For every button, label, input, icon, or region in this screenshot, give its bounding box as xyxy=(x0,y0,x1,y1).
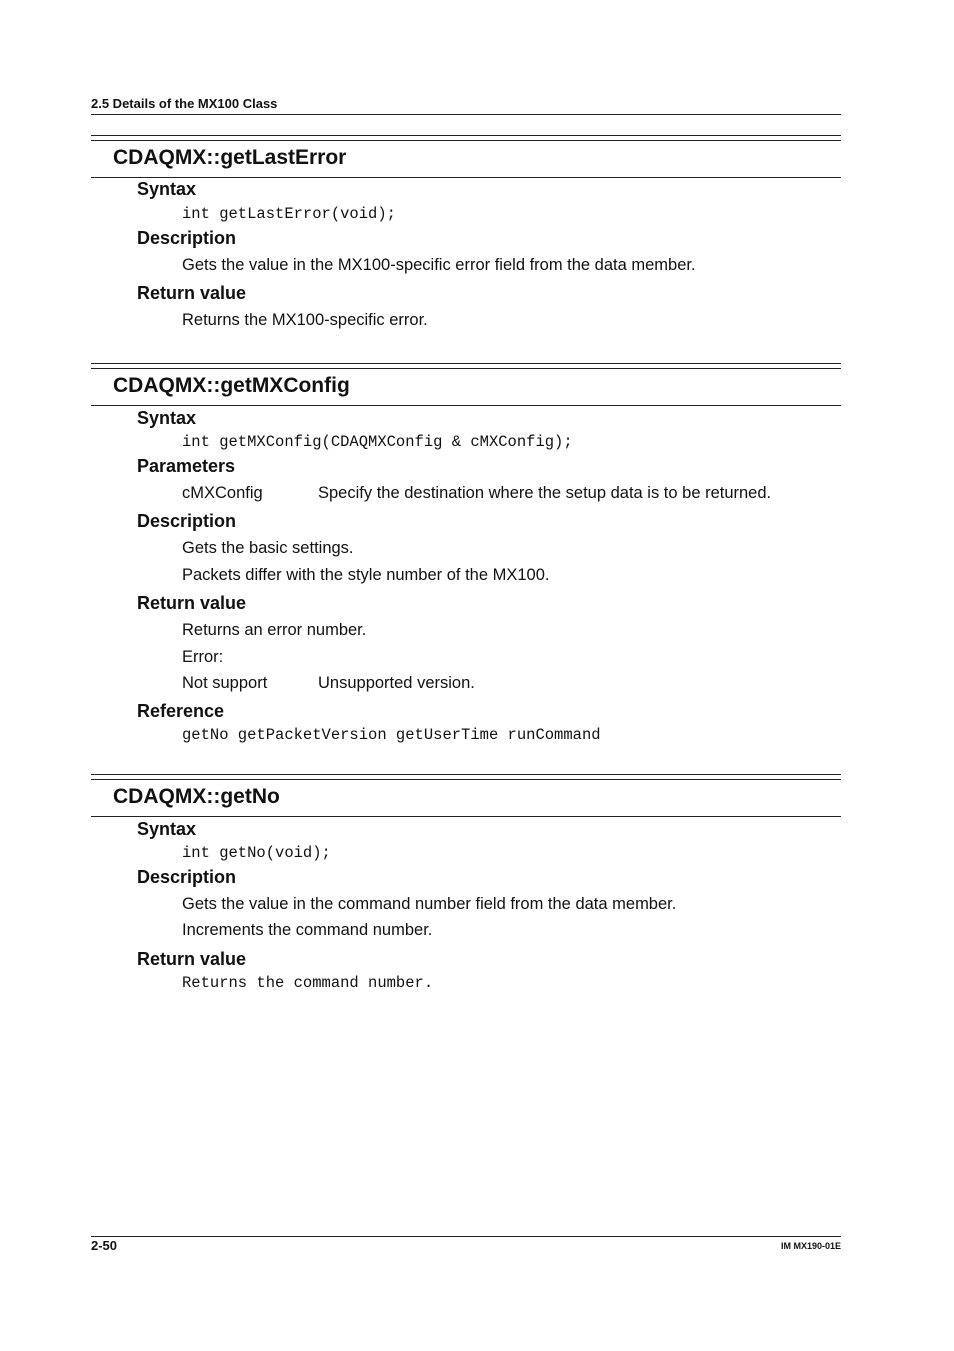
running-head: 2.5 Details of the MX100 Class xyxy=(91,96,278,111)
syntax-heading: Syntax xyxy=(137,179,197,199)
section-title: CDAQMX::getNo xyxy=(113,785,280,808)
section-rule-top xyxy=(91,135,841,136)
reference-code: getNo getPacketVersion getUserTime runCommand xyxy=(182,726,601,744)
reference-heading: Reference xyxy=(137,701,225,721)
syntax-heading: Syntax xyxy=(137,819,197,839)
description-text: Gets the value in the command number field from the data member. xyxy=(182,895,677,913)
section-rule-top xyxy=(91,774,841,775)
description-heading: Description xyxy=(137,511,237,531)
section-title-rule xyxy=(91,816,841,817)
section-title: CDAQMX::getLastError xyxy=(113,146,347,169)
return-text: Returns the MX100-specific error. xyxy=(182,311,428,329)
description-text: Increments the command number. xyxy=(182,921,433,939)
document-id: IM MX190-01E xyxy=(780,1241,841,1251)
error-description: Unsupported version. xyxy=(318,674,475,692)
syntax-code: int getLastError(void); xyxy=(182,205,396,223)
section-rule-top xyxy=(91,140,841,141)
section-rule-top xyxy=(91,363,841,364)
syntax-code: int getMXConfig(CDAQMXConfig & cMXConfig); xyxy=(182,433,573,451)
return-text: Returns an error number. xyxy=(182,621,367,639)
description-heading: Description xyxy=(137,867,237,887)
header-rule xyxy=(91,114,841,115)
description-heading: Description xyxy=(137,228,237,248)
page-number: 2-50 xyxy=(91,1238,118,1253)
error-label: Error: xyxy=(182,648,224,666)
parameter-description: Specify the destination where the setup data is to be returned. xyxy=(318,484,772,502)
return-heading: Return value xyxy=(137,949,247,969)
description-text: Gets the basic settings. xyxy=(182,539,354,557)
section-rule-top xyxy=(91,779,841,780)
description-text: Gets the value in the MX100-specific error field from the data member. xyxy=(182,256,696,274)
syntax-heading: Syntax xyxy=(137,408,197,428)
error-name: Not support xyxy=(182,674,268,692)
parameter-name: cMXConfig xyxy=(182,484,263,502)
return-heading: Return value xyxy=(137,593,247,613)
section-title: CDAQMX::getMXConfig xyxy=(113,374,350,397)
section-rule-top xyxy=(91,368,841,369)
footer-rule xyxy=(91,1236,841,1237)
description-text: Packets differ with the style number of the MX100. xyxy=(182,566,550,584)
syntax-code: int getNo(void); xyxy=(182,844,331,862)
section-title-rule xyxy=(91,405,841,406)
section-title-rule xyxy=(91,177,841,178)
parameters-heading: Parameters xyxy=(137,456,236,476)
return-code: Returns the command number. xyxy=(182,974,434,992)
return-heading: Return value xyxy=(137,283,247,303)
